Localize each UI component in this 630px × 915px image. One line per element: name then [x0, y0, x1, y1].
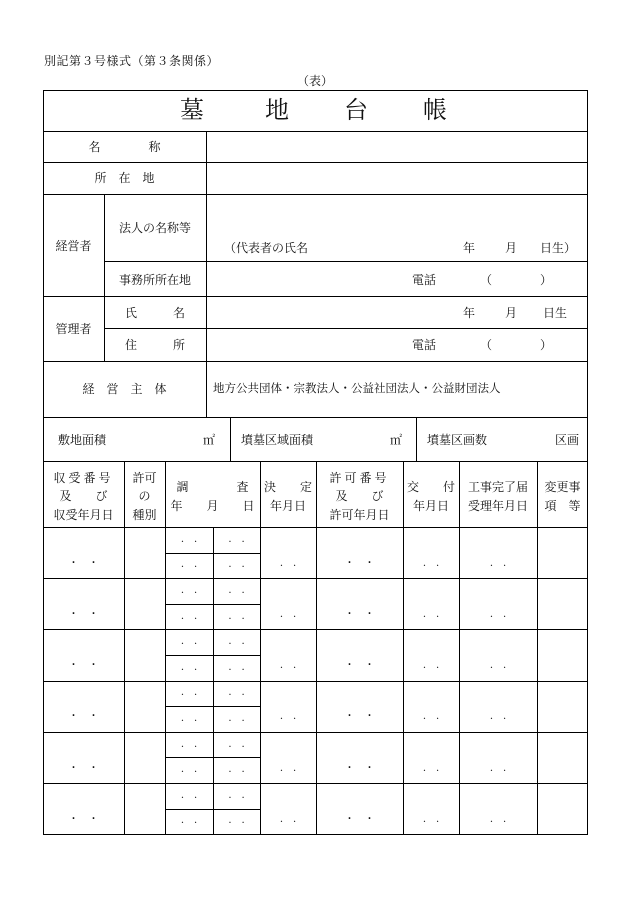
- row-issue-dots: . .: [422, 660, 440, 671]
- col-survey-line1: 調 査: [176, 480, 249, 494]
- operator-label: 経営者: [55, 239, 92, 253]
- site-area-label: 敷地面積: [58, 433, 107, 447]
- row-survey-top-left-dots: . .: [180, 739, 198, 750]
- row-survey-top-right-dots: . .: [228, 534, 245, 545]
- row-survey-bottom-left-dots: . .: [180, 764, 198, 775]
- row-survey-bottom-left-dots: . .: [180, 559, 198, 570]
- phone-paren-open: （: [480, 273, 493, 287]
- row-survey-bottom-left-dots: . .: [180, 662, 198, 673]
- birth-year-label: 年: [463, 241, 476, 255]
- manager-label: 管理者: [55, 322, 92, 336]
- row-permit-dots: ・ ・: [344, 711, 375, 722]
- row-issue-dots: . .: [422, 558, 440, 569]
- col-permit-type-line2: の: [138, 489, 151, 503]
- site-area-unit: ㎡: [203, 433, 216, 447]
- title-char-1: 墓: [180, 96, 204, 124]
- col-decision-line1: 決 定: [263, 480, 312, 494]
- col-issue-line1: 交 付: [406, 480, 455, 494]
- manager-phone-paren-close: ）: [540, 338, 553, 352]
- location-label: 所 在 地: [94, 171, 155, 185]
- col-change-line2: 項 等: [544, 499, 581, 513]
- col-reception-line2: 及 び: [59, 489, 108, 503]
- phone-label: 電話: [412, 273, 437, 287]
- col-completion-line2: 受理年月日: [467, 499, 528, 513]
- row-decision-dots: . .: [279, 609, 297, 620]
- row-survey-bottom-right-dots: . .: [228, 559, 245, 570]
- row-survey-top-right-dots: . .: [228, 636, 245, 647]
- col-permit-type-line3: 種別: [132, 508, 157, 522]
- row-reception-dots: ・ ・: [68, 763, 99, 774]
- row-survey-top-right-dots: . .: [228, 739, 245, 750]
- grave-area-unit: ㎡: [390, 433, 403, 447]
- row-issue-dots: . .: [422, 814, 440, 825]
- manager-name-label: 氏 名: [124, 306, 185, 320]
- row-issue-dots: . .: [422, 763, 440, 774]
- row-completion-dots: . .: [489, 711, 507, 722]
- row-survey-top-left-dots: . .: [180, 687, 198, 698]
- name-label: 名 称: [88, 140, 161, 154]
- row-completion-dots: . .: [489, 558, 507, 569]
- row-survey-top-right-dots: . .: [228, 687, 245, 698]
- grave-count-unit: 区画: [555, 433, 580, 447]
- col-survey-line2: 年 月 日: [170, 499, 255, 513]
- row-decision-dots: . .: [279, 711, 297, 722]
- row-completion-dots: . .: [489, 763, 507, 774]
- row-survey-top-right-dots: . .: [228, 585, 245, 596]
- col-permit-number-line2: 及 び: [335, 489, 384, 503]
- representative-label: （代表者の氏名: [224, 241, 309, 255]
- row-completion-dots: . .: [489, 814, 507, 825]
- row-reception-dots: ・ ・: [68, 660, 99, 671]
- col-issue-line2: 年月日: [412, 499, 449, 513]
- row-survey-bottom-left-dots: . .: [180, 611, 198, 622]
- manager-address-label: 住 所: [124, 338, 185, 352]
- col-permit-number-line1: 許可番号: [329, 471, 390, 485]
- row-reception-dots: ・ ・: [68, 609, 99, 620]
- entity-options-text: 地方公共団体・宗教法人・公益社団法人・公益財団法人: [213, 381, 501, 395]
- row-decision-dots: . .: [279, 558, 297, 569]
- row-permit-dots: ・ ・: [344, 609, 375, 620]
- row-survey-bottom-right-dots: . .: [228, 764, 245, 775]
- row-reception-dots: ・ ・: [68, 711, 99, 722]
- row-survey-top-left-dots: . .: [180, 790, 198, 801]
- row-decision-dots: . .: [279, 763, 297, 774]
- row-issue-dots: . .: [422, 609, 440, 620]
- birth-month-label: 月: [505, 241, 518, 255]
- row-survey-bottom-right-dots: . .: [228, 662, 245, 673]
- manager-phone-label: 電話: [412, 338, 437, 352]
- col-completion-line1: 工事完了届: [467, 480, 528, 494]
- row-survey-top-left-dots: . .: [180, 534, 198, 545]
- grave-area-label: 墳墓区域面積: [241, 433, 314, 447]
- manager-day-label: 日生: [543, 306, 568, 320]
- row-survey-top-left-dots: . .: [180, 585, 198, 596]
- title-char-2: 地: [265, 96, 289, 124]
- col-reception-line1: 収受番号: [53, 471, 114, 485]
- manager-phone-paren-open: （: [480, 338, 493, 352]
- row-survey-bottom-right-dots: . .: [228, 713, 245, 724]
- row-permit-dots: ・ ・: [344, 558, 375, 569]
- grave-count-label: 墳墓区画数: [427, 433, 488, 447]
- col-permit-type-line1: 許可: [132, 471, 157, 485]
- col-decision-line2: 年月日: [269, 499, 306, 513]
- row-survey-bottom-left-dots: . .: [180, 815, 198, 826]
- row-issue-dots: . .: [422, 711, 440, 722]
- col-permit-number-line3: 許可年月日: [329, 508, 390, 522]
- title-char-3: 台: [344, 96, 368, 124]
- row-survey-top-right-dots: . .: [228, 790, 245, 801]
- row-completion-dots: . .: [489, 609, 507, 620]
- row-survey-top-left-dots: . .: [180, 636, 198, 647]
- col-reception-line3: 収受年月日: [53, 508, 114, 522]
- col-change-line1: 変更事: [544, 480, 581, 494]
- birth-day-label: 日生）: [540, 241, 577, 255]
- front-side-label: （表）: [296, 74, 333, 88]
- form-number-note: 別記第３号様式（第３条関係）: [44, 54, 220, 68]
- office-location-label: 事務所所在地: [118, 273, 191, 287]
- row-survey-bottom-left-dots: . .: [180, 713, 198, 724]
- row-survey-bottom-right-dots: . .: [228, 815, 245, 826]
- manager-year-label: 年: [463, 306, 476, 320]
- cemetery-register-form: [43, 90, 588, 835]
- row-reception-dots: ・ ・: [68, 558, 99, 569]
- row-decision-dots: . .: [279, 814, 297, 825]
- row-permit-dots: ・ ・: [344, 763, 375, 774]
- row-completion-dots: . .: [489, 660, 507, 671]
- corp-name-label: 法人の名称等: [118, 221, 191, 235]
- row-reception-dots: ・ ・: [68, 814, 99, 825]
- row-decision-dots: . .: [279, 660, 297, 671]
- title-char-4: 帳: [423, 96, 447, 124]
- row-permit-dots: ・ ・: [344, 814, 375, 825]
- operating-entity-label: 経 営 主 体: [82, 382, 167, 396]
- manager-month-label: 月: [505, 306, 518, 320]
- row-survey-bottom-right-dots: . .: [228, 611, 245, 622]
- phone-paren-close: ）: [540, 273, 553, 287]
- row-permit-dots: ・ ・: [344, 660, 375, 671]
